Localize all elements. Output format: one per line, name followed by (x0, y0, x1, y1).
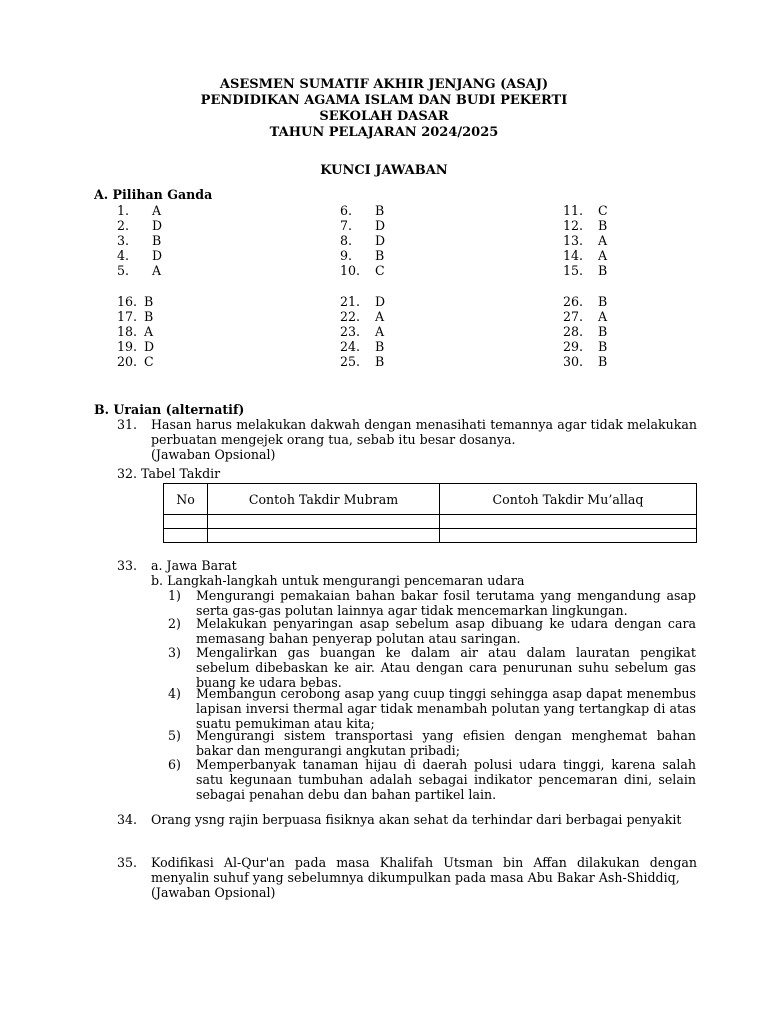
answer-number: 28. (563, 324, 584, 339)
answer-item (340, 324, 385, 339)
answer-key-page: ASESMEN SUMATIF AKHIR JENJANG (ASAJ) PENDIDIKAN AGAMA ISLAM DAN BUDI PEKERTI SEKOLAH DASAR TAHUN PELAJARAN 2024/2025 KUNCI JAWABAN A. Pilihan Ganda 1. A 2. D 3. B 4. D 5. A 6. B 7. D 8. D 9. B 10. C 11. C 12. B 13. A 14. A 15. B 16. B 17. B 18. A 19. D 20. C 21. D 22. A 23. A 24. B 25. B 26. B 27. A 28. B 29. B 30. B B. Uraian (alternatif) 31. Hasan harus melakukan dakwah dengan menasihati temannya agar tidak melakukan perbuatan mengejek orang tua, sebab itu besar dosanya. (Jawaban Opsional) 32. Tabel Takdir No Contoh Takdir Mubram Contoh Takdir Mu’allaq 33. a. Jawa Barat b. Langkah-langkah untuk mengurangi pencemaran udara 1) Mengurangi pemakaian bahan bakar fosil terutama yang mengandung asap serta gas-gas polutan lainnya agar tidak mencemarkan lingkungan. 2) Melakukan penyaringan asap sebelum asap dibuang ke udara dengan cara memasang bahan penyerap polutan atau saringan. 3) Mengalirkan gas buangan ke dalam air atau dalam lauratan pengikat sebelum dibebaskan ke air. Atau dengan cara penurunan suhu sebelum gas buang ke udara bebas. 4) Membangun cerobong asap yang cuup tinggi sehingga asap dapat menembus lapisan inversi thermal agar tidak menambah polutan yang tertangkap di atas suatu pemukiman atau kita; 5) Mengurangi sistem transportasi yang efisien dengan menghemat bahan bakar dan mengurangi angkutan pribadi; 6) Memperbanyak tanaman hijau di daerah polusi udara tinggi, karena salah satu kegunaan tumbuhan adalah sebagai indikator pencemaran dini, selain sebagai penahan debu dan bahan partikel lain. 34. Orang ysng rajin berpuasa fisiknya akan sehat da terhindar dari berbagai penyakit 35. Kodifikasi Al-Qur'an pada masa Khalifah Utsman bin Affan dilakukan dengan menyalin suhuf yang sebelumnya dikumpulkan pada masa Abu Bakar Ash-Shiddiq, (Jawaban Opsional) (0, 0, 768, 1024)
answer-number: 20. (117, 354, 138, 369)
answer-letter: C (144, 354, 154, 369)
answer-number: 3. (117, 233, 130, 248)
answer-item (340, 294, 386, 309)
section-a-title: A. Pilihan Ganda (94, 187, 213, 202)
answer-item (563, 309, 608, 324)
answer-letter: D (144, 339, 155, 354)
answer-letter: B (598, 263, 608, 278)
answer-letter: B (598, 324, 608, 339)
answer-number: 19. (117, 339, 138, 354)
answer-number: 1. (117, 203, 130, 218)
answer-item (117, 203, 162, 218)
answer-letter: A (375, 309, 385, 324)
answer-number: 21. (340, 294, 361, 309)
answer-letter: B (152, 233, 162, 248)
answer-letter: B (598, 339, 608, 354)
answer-item (563, 218, 608, 233)
answer-letter: C (598, 203, 608, 218)
header-line-2: PENDIDIKAN AGAMA ISLAM DAN BUDI PEKERTI (200, 93, 568, 108)
table-cell (208, 515, 440, 529)
answer-number: 27. (563, 309, 584, 324)
table-row (164, 515, 697, 529)
answer-item (117, 324, 154, 339)
header-line-1: ASESMEN SUMATIF AKHIR JENJANG (ASAJ) (219, 77, 549, 92)
answer-number: 4. (117, 248, 130, 263)
answer-letter: B (598, 218, 608, 233)
document-header (0, 77, 768, 141)
answer-number: 30. (563, 354, 584, 369)
answer-letter: D (375, 294, 386, 309)
question-number: 34. (117, 812, 138, 827)
answer-letter: B (375, 203, 385, 218)
answer-item (117, 218, 163, 233)
answer-item (117, 354, 154, 369)
header-line-4: TAHUN PELAJARAN 2024/2025 (269, 125, 499, 140)
answer-item (563, 324, 608, 339)
answer-letter: A (144, 324, 154, 339)
answer-item (340, 203, 385, 218)
table-header-muallaq: Contoh Takdir Mu’allaq (440, 484, 697, 515)
answer-number: 7. (340, 218, 353, 233)
answer-letter: A (152, 203, 162, 218)
answer-number: 18. (117, 324, 138, 339)
answer-item (340, 218, 386, 233)
answer-number: 6. (340, 203, 353, 218)
table-cell (208, 529, 440, 543)
question-31-answer: Hasan harus melakukan dakwah dengan menasihati temannya agar tidak melakukan perbuatan mengejek orang tua, sebab itu besar dosanya. (151, 417, 697, 447)
answer-number: 22. (340, 309, 361, 324)
answer-letter: A (152, 263, 162, 278)
answer-item (340, 248, 385, 263)
answer-item (340, 339, 385, 354)
answer-number: 23. (340, 324, 361, 339)
answer-letter: B (375, 339, 385, 354)
answer-letter: B (144, 294, 154, 309)
question-33-part-b: b. Langkah-langkah untuk mengurangi pencemaran udara (151, 573, 525, 588)
answer-number: 25. (340, 354, 361, 369)
question-number: 35. (117, 855, 138, 870)
answer-letter: D (375, 233, 386, 248)
answer-number: 26. (563, 294, 584, 309)
answer-number: 16. (117, 294, 138, 309)
answer-item (563, 294, 608, 309)
answer-item (563, 248, 608, 263)
answer-item (117, 294, 154, 309)
section-b-title: B. Uraian (alternatif) (94, 402, 245, 417)
answer-number: 9. (340, 248, 353, 263)
answer-item (117, 233, 162, 248)
answer-letter: D (375, 218, 386, 233)
answer-key-title: KUNCI JAWABAN (320, 163, 448, 178)
answer-number: 8. (340, 233, 353, 248)
answer-item (340, 233, 386, 248)
answer-letter: A (375, 324, 385, 339)
answer-number: 15. (563, 263, 584, 278)
answer-number: 24. (340, 339, 361, 354)
table-cell (164, 515, 208, 529)
answer-letter: D (152, 218, 163, 233)
answer-item (563, 233, 608, 248)
answer-letter: A (598, 309, 608, 324)
answer-letter: B (598, 354, 608, 369)
takdir-table (163, 483, 697, 543)
answer-number: 29. (563, 339, 584, 354)
answer-letter: B (598, 294, 608, 309)
question-34-answer: Orang ysng rajin berpuasa fisiknya akan sehat da terhindar dari berbagai penyakit (151, 812, 682, 827)
answer-item (340, 309, 385, 324)
answer-item (563, 354, 608, 369)
answer-item (117, 339, 155, 354)
answer-item (117, 309, 154, 324)
answer-letter: B (144, 309, 154, 324)
answer-letter: D (152, 248, 163, 263)
table-cell (440, 529, 697, 543)
answer-item (563, 263, 608, 278)
question-number: 33. (117, 558, 138, 573)
answer-letter: B (375, 354, 385, 369)
table-row (164, 529, 697, 543)
answer-number: 5. (117, 263, 130, 278)
table-header-mubram: Contoh Takdir Mubram (208, 484, 440, 515)
answer-item (340, 354, 385, 369)
header-line-3: SEKOLAH DASAR (319, 109, 449, 124)
answer-item (117, 263, 162, 278)
answer-number: 13. (563, 233, 584, 248)
answer-number: 14. (563, 248, 584, 263)
answer-item (117, 248, 163, 263)
table-cell (164, 529, 208, 543)
answer-letter: B (375, 248, 385, 263)
answer-number: 11. (563, 203, 584, 218)
question-35-answer: Kodifikasi Al-Qur'an pada masa Khalifah Utsman bin Affan dilakukan dengan menyalin suhuf yang sebelumnya dikumpulkan pada masa Abu Bakar Ash-Shiddiq, (151, 855, 697, 885)
answer-letter: A (598, 248, 608, 263)
answer-item (563, 203, 608, 218)
answer-letter: A (598, 233, 608, 248)
question-number: 31. (117, 417, 138, 432)
optional-note: (Jawaban Opsional) (151, 885, 276, 900)
answer-number: 2. (117, 218, 130, 233)
question-32-label: 32. Tabel Takdir (117, 466, 221, 481)
answer-number: 12. (563, 218, 584, 233)
answer-item (563, 339, 608, 354)
table-header-no: No (164, 484, 208, 515)
table-header-row (164, 484, 697, 515)
table-cell (440, 515, 697, 529)
answer-number: 17. (117, 309, 138, 324)
answer-letter: C (375, 263, 385, 278)
answer-item (340, 263, 385, 278)
optional-note: (Jawaban Opsional) (151, 447, 276, 462)
answer-number: 10. (340, 263, 361, 278)
question-33-part-a: a. Jawa Barat (151, 558, 237, 573)
